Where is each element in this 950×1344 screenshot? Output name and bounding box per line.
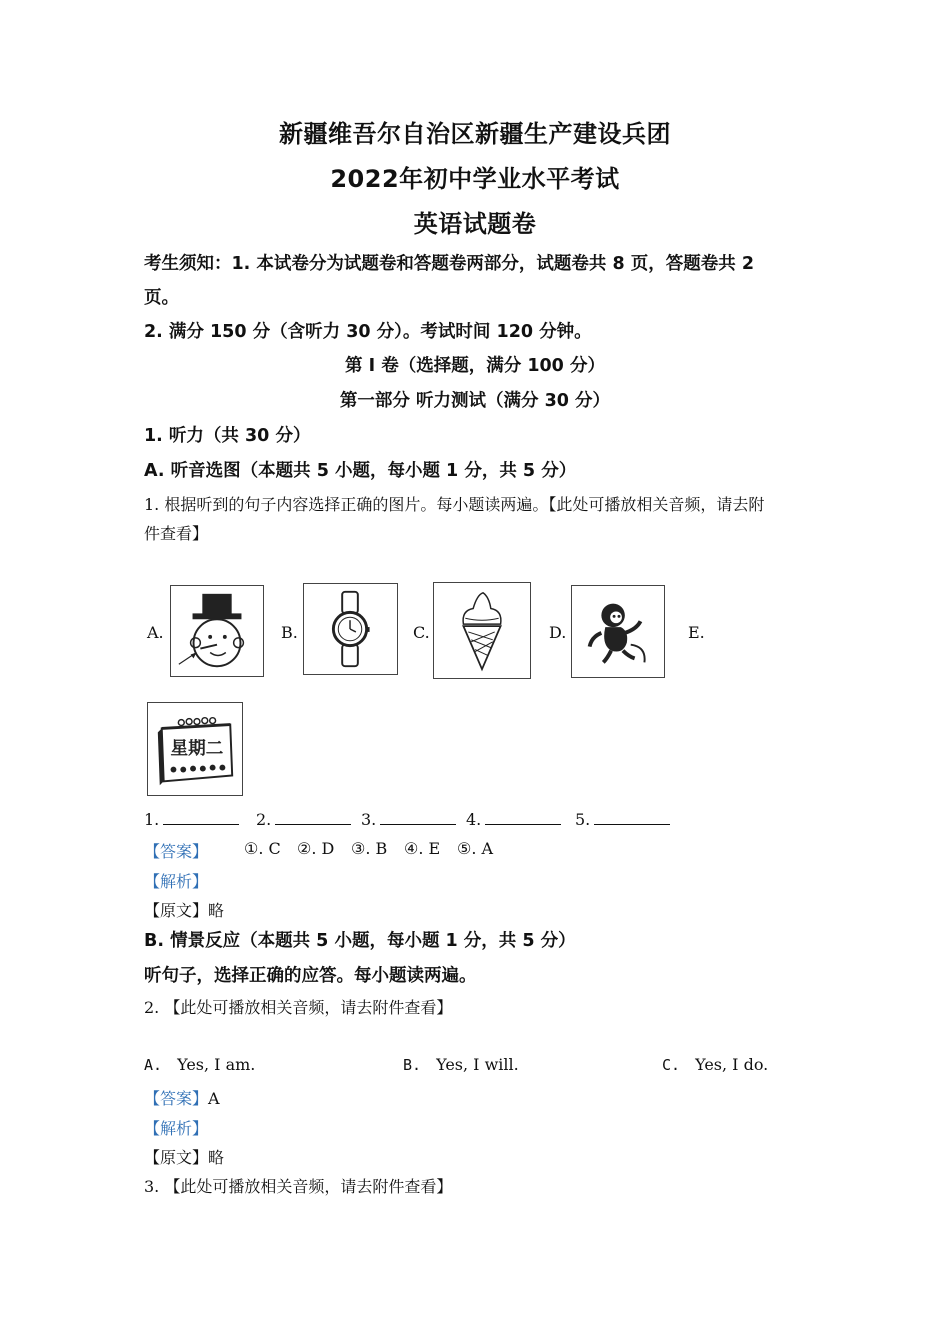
exam-title-line3: 英语试题卷 bbox=[413, 210, 537, 238]
blank-2[interactable]: 2. bbox=[256, 810, 351, 829]
question-3-stem: 3. 【此处可播放相关音频，请去附件查看】 bbox=[144, 1177, 453, 1196]
q2-original-label: 【原文】略 bbox=[144, 1148, 225, 1167]
monkey-picture[interactable] bbox=[571, 585, 665, 678]
q2-option-b[interactable]: B. Yes, I will. bbox=[403, 1055, 519, 1074]
sectionA-original-label: 【原文】略 bbox=[144, 901, 225, 920]
calendar-text: 星期二 bbox=[170, 738, 224, 759]
snowman-icon bbox=[171, 586, 263, 676]
blank-1[interactable]: 1. bbox=[144, 810, 239, 829]
option-label-e: E. bbox=[688, 623, 705, 642]
ice-cream-icon bbox=[434, 583, 530, 678]
ice-cream-picture[interactable] bbox=[433, 582, 531, 679]
watch-picture[interactable] bbox=[303, 583, 398, 675]
notice-line2: 2. 满分 150 分（含听力 30 分）。考试时间 120 分钟。 bbox=[144, 322, 592, 342]
calendar-icon bbox=[148, 703, 242, 795]
exam-title-line1: 新疆维吾尔自治区新疆生产建设兵团 bbox=[279, 120, 671, 148]
notice-line1b: 页。 bbox=[144, 288, 179, 308]
answer-2: ②. D bbox=[297, 839, 335, 858]
q2-analysis-label: 【解析】 bbox=[144, 1119, 209, 1138]
part1-heading: 第一部分 听力测试（满分 30 分） bbox=[339, 391, 611, 411]
snowman-picture[interactable] bbox=[170, 585, 264, 677]
notice-line1: 考生须知：1. 本试卷分为试题卷和答题卷两部分，试题卷共 8 页，答题卷共 2 bbox=[144, 254, 755, 274]
sectionA-instruction-2: 件查看】 bbox=[144, 524, 209, 543]
q2-option-c[interactable]: C. Yes, I do. bbox=[662, 1055, 769, 1074]
calendar-picture[interactable] bbox=[147, 702, 243, 796]
question-2-stem: 2. 【此处可播放相关音频，请去附件查看】 bbox=[144, 998, 453, 1017]
answer-4: ④. E bbox=[404, 839, 441, 858]
option-label-b: B. bbox=[281, 623, 298, 642]
sectionA-analysis-label: 【解析】 bbox=[144, 872, 209, 891]
blank-4[interactable]: 4. bbox=[466, 810, 561, 829]
volume-heading: 第 I 卷（选择题，满分 100 分） bbox=[345, 356, 605, 376]
option-label-a: A. bbox=[147, 623, 164, 642]
blank-5[interactable]: 5. bbox=[575, 810, 670, 829]
option-label-c: C. bbox=[413, 623, 430, 642]
sectionB-heading: B. 情景反应（本题共 5 小题，每小题 1 分，共 5 分） bbox=[144, 931, 576, 951]
q2-option-a[interactable]: A. Yes, I am. bbox=[144, 1055, 256, 1074]
answer-5: ⑤. A bbox=[457, 839, 494, 858]
sectionA-instruction-1: 1. 根据听到的句子内容选择正确的图片。每小题读两遍。【此处可播放相关音频，请去附 bbox=[144, 495, 765, 514]
monkey-icon bbox=[572, 586, 664, 677]
blank-3[interactable]: 3. bbox=[361, 810, 456, 829]
sectionB-instruction: 听句子，选择正确的应答。每小题读两遍。 bbox=[144, 966, 477, 986]
q2-answer: 【答案】A bbox=[144, 1089, 220, 1108]
watch-icon bbox=[304, 584, 397, 674]
section1-heading: 1. 听力（共 30 分） bbox=[144, 426, 311, 446]
exam-title-line2: 2022年初中学业水平考试 bbox=[330, 165, 620, 193]
sectionA-heading: A. 听音选图（本题共 5 小题，每小题 1 分，共 5 分） bbox=[144, 461, 577, 481]
option-label-d: D. bbox=[549, 623, 567, 642]
answer-3: ③. B bbox=[351, 839, 388, 858]
answer-1: ①. C bbox=[244, 839, 281, 858]
sectionA-answer-label: 【答案】 bbox=[144, 842, 209, 861]
